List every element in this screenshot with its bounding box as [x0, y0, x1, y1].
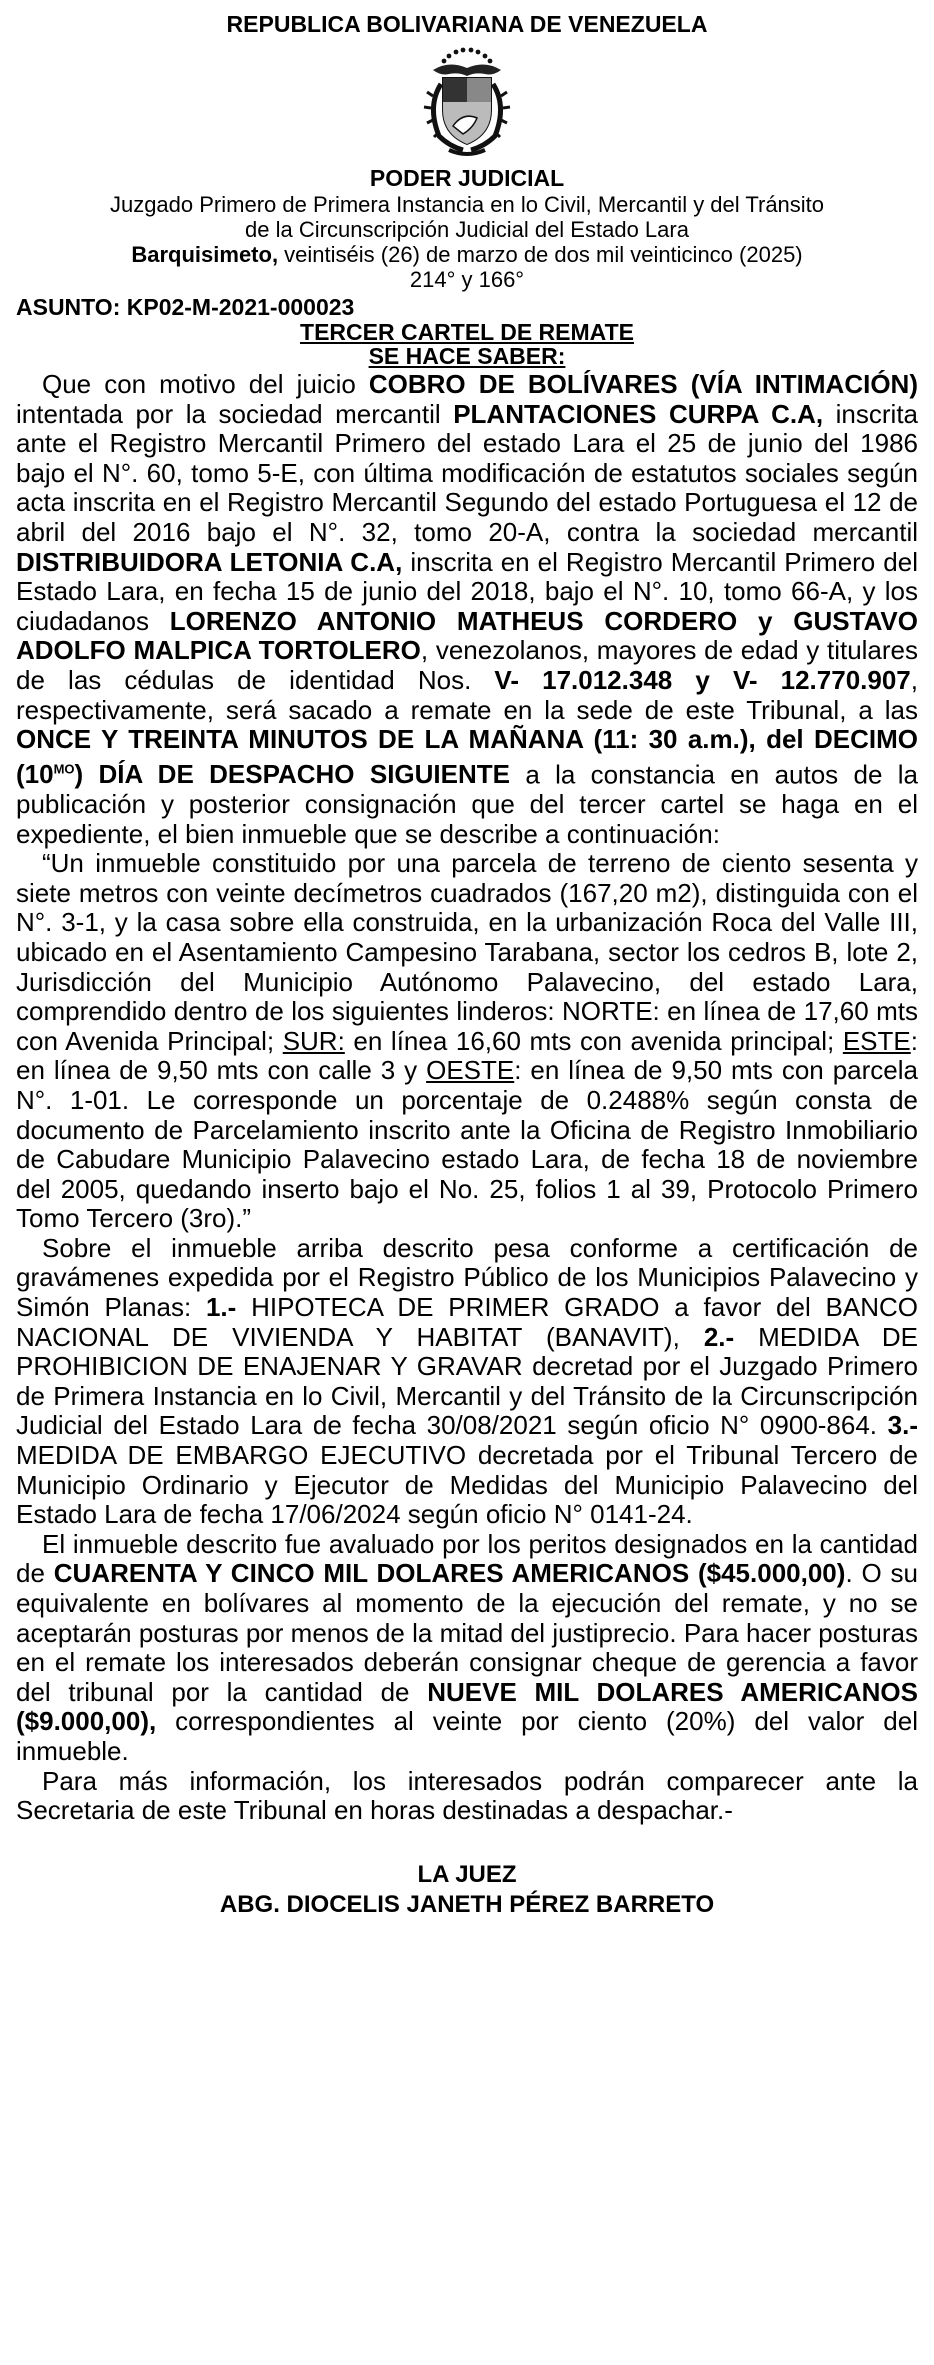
case-subject: ASUNTO: KP02-M-2021-000023 [16, 294, 355, 320]
years-line: 214° y 166° [409, 267, 525, 292]
paragraph-2: “Un inmueble constituido por una parcela de terreno de ciento sesenta y siete metros con veinte decímetros cuadrados (167,20 m2), distinguida con el N°. 3-1, y la casa sobre ella construida, en la urbanización Roca del Valle III, ubicado en el Asentamiento Campesino Tarabana, sector los cedros B, lote 2, Jurisdicción del Municipio Autónomo Palavecino, del estado Lara, comprendido dentro de los siguientes linderos: NORTE: en línea de 17,60 mts con Avenida Principal; SUR: en línea 16,60 mts con avenida principal; ESTE: en línea de 9,50 mts con calle 3 y OESTE: en línea de 9,50 mts con parcela N°. 1-01. Le corresponde un porcentaje de 0.2488% según consta de documento de Parcelamiento inscrito ante la Oficina de Registro Inmobiliario de Cabudare Municipio Palavecino estado Lara, de fecha 18 de noviembre del 2005, quedando inserto bajo el No. 25, folios 1 al 39, Protocolo Primero Tomo Tercero (3ro).” [16, 848, 918, 1234]
signer-role: LA JUEZ [417, 1860, 517, 1888]
place-date-line [16, 242, 918, 267]
date-text: veintiséis (26) de marzo de dos mil veinticinco (2025) [278, 242, 803, 267]
city-name: Barquisimeto, [131, 242, 279, 267]
paragraph-4: El inmueble descrito fue avaluado por los peritos designados en la cantidad de CUARENTA Y CINCO MIL DOLARES AMERICANOS ($45.000,00). O su equivalente en bolívares al momento de la ejecución del remate, y no se aceptarán posturas por menos de la mitad del justiprecio. Para hacer posturas en el remate los interesados deberán consignar cheque de gerencia a favor del tribunal por la cantidad de NUEVE MIL DOLARES AMERICANOS ($9.000,00), correspondientes al veinte por ciento (20%) del valor del inmueble. [16, 1528, 918, 1766]
paragraph-5: Para más información, los interesados podrán comparecer ante la Secretaria de este Tribunal en horas destinadas a despachar.- [16, 1765, 918, 1826]
signature-block [16, 1860, 918, 1920]
notice-titles [16, 320, 918, 368]
institution-title: PODER JUDICIAL [369, 165, 565, 191]
notice-subtitle: SE HACE SABER: [368, 343, 566, 369]
national-coat-of-arms-emblem [419, 46, 515, 158]
country-title: REPUBLICA BOLIVARIANA DE VENEZUELA [226, 11, 708, 37]
court-name-line-2: de la Circunscripción Judicial del Estado Lara [245, 217, 689, 242]
paragraph-3: Sobre el inmueble arriba descrito pesa conforme a certificación de gravámenes expedida por el Registro Público de los Municipios Palavecino y Simón Planas: 1.- HIPOTECA DE PRIMER GRADO a favor del BANCO NACIONAL DE VIVIENDA Y HABITAT (BANAVIT), 2.- MEDIDA DE PROHIBICION DE ENAJENAR Y GRAVAR decretad por el Juzgado Primero de Primera Instancia en lo Civil, Mercantil y del Tránsito de la Circunscripción Judicial del Estado Lara de fecha 30/08/2021 según oficio N° 0900-864. 3.- MEDIDA DE EMBARGO EJECUTIVO decretada por el Tribunal Tercero de Municipio Ordinario y Ejecutor de Medidas del Municipio Palavecino del Estado Lara de fecha 17/06/2024 según oficio N° 0141-24. [16, 1232, 919, 1530]
notice-title: TERCER CARTEL DE REMATE [300, 319, 634, 345]
court-name-line-1: Juzgado Primero de Primera Instancia en lo Civil, Mercantil y del Tránsito [109, 192, 825, 217]
signer-name: ABG. DIOCELIS JANETH PÉREZ BARRETO [219, 1890, 715, 1918]
paragraph-1: Que con motivo del juicio COBRO DE BOLÍVARES (VÍA INTIMACIÓN) intentada por la sociedad mercantil PLANTACIONES CURPA C.A, inscrita ante el Registro Mercantil Primero del estado Lara el 25 de junio del 1986 bajo el N°. 60, tomo 5-E, con última modificación de estatutos sociales según acta inscrita en el Registro Mercantil Segundo del estado Portuguesa el 12 de abril del 2016 bajo el N°. 32, tomo 20-A, contra la sociedad mercantil DISTRIBUIDORA LETONIA C.A, inscrita en el Registro Mercantil Primero del Estado Lara, en fecha 15 de junio del 2018, bajo el N°. 10, tomo 66-A, y los ciudadanos LORENZO ANTONIO MATHEUS CORDERO y GUSTAVO ADOLFO MALPICA TORTOLERO, venezolanos, mayores de edad y titulares de las cédulas de identidad Nos. V- 17.012.348 y V- 12.770.907, respectivamente, será sacado a remate en la sede de este Tribunal, a las ONCE Y TREINTA MINUTOS DE LA MAÑANA (11: 30 a.m.), del DECIMO $(10^{MO})$ DÍA DE DESPACHO SIGUIENTE a la constancia en autos de la publicación y posterior consignación que del tercer cartel se haga en el expediente, el bien inmueble que se describe a continuación: [16, 369, 919, 849]
notice-body [16, 370, 918, 1826]
